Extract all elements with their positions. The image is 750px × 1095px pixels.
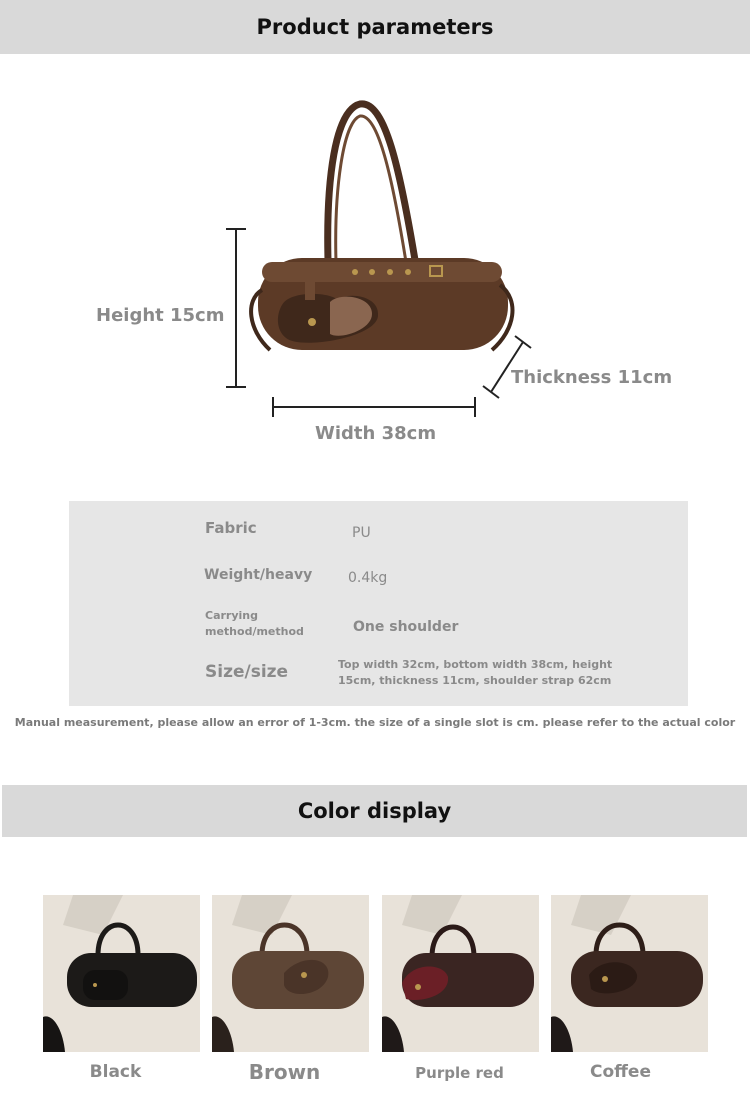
thickness-label: Thickness 11cm [511, 367, 673, 388]
color-label-coffee: Coffee [590, 1062, 651, 1082]
color-label-brown: Brown [248, 1060, 321, 1084]
measurement-note: Manual measurement, please allow an error of 1-3cm. the size of a single slot is cm. please refer to the actual color [14, 716, 736, 729]
spec-value-carrying: One shoulder [353, 619, 459, 635]
spec-key-fabric: Fabric [205, 519, 257, 537]
color-swatch-coffee[interactable] [551, 895, 708, 1052]
color-swatch-black[interactable] [43, 895, 200, 1052]
section-title-colors: Color display [297, 799, 452, 823]
spec-key-size: Size/size [205, 662, 289, 682]
spec-key-carrying: Carrying method/method [205, 609, 304, 638]
section-banner-colors [2, 785, 747, 837]
spec-value-weight: 0.4kg [348, 570, 388, 586]
color-swatch-purple-red[interactable] [382, 895, 539, 1052]
width-label: Width 38cm [315, 423, 437, 444]
color-label-black: Black [89, 1062, 142, 1082]
spec-key-weight: Weight/heavy [204, 567, 313, 583]
section-title-params: Product parameters [256, 15, 494, 39]
color-label-purple-red: Purple red [415, 1064, 504, 1082]
height-label: Height 15cm [96, 305, 225, 326]
section-banner-params [0, 0, 750, 54]
color-swatch-brown[interactable] [212, 895, 369, 1052]
spec-table [69, 501, 688, 706]
spec-value-size: Top width 32cm, bottom width 38cm, height 15cm, thickness 11cm, shoulder strap 62cm [338, 658, 613, 687]
spec-value-fabric: PU [352, 525, 371, 541]
